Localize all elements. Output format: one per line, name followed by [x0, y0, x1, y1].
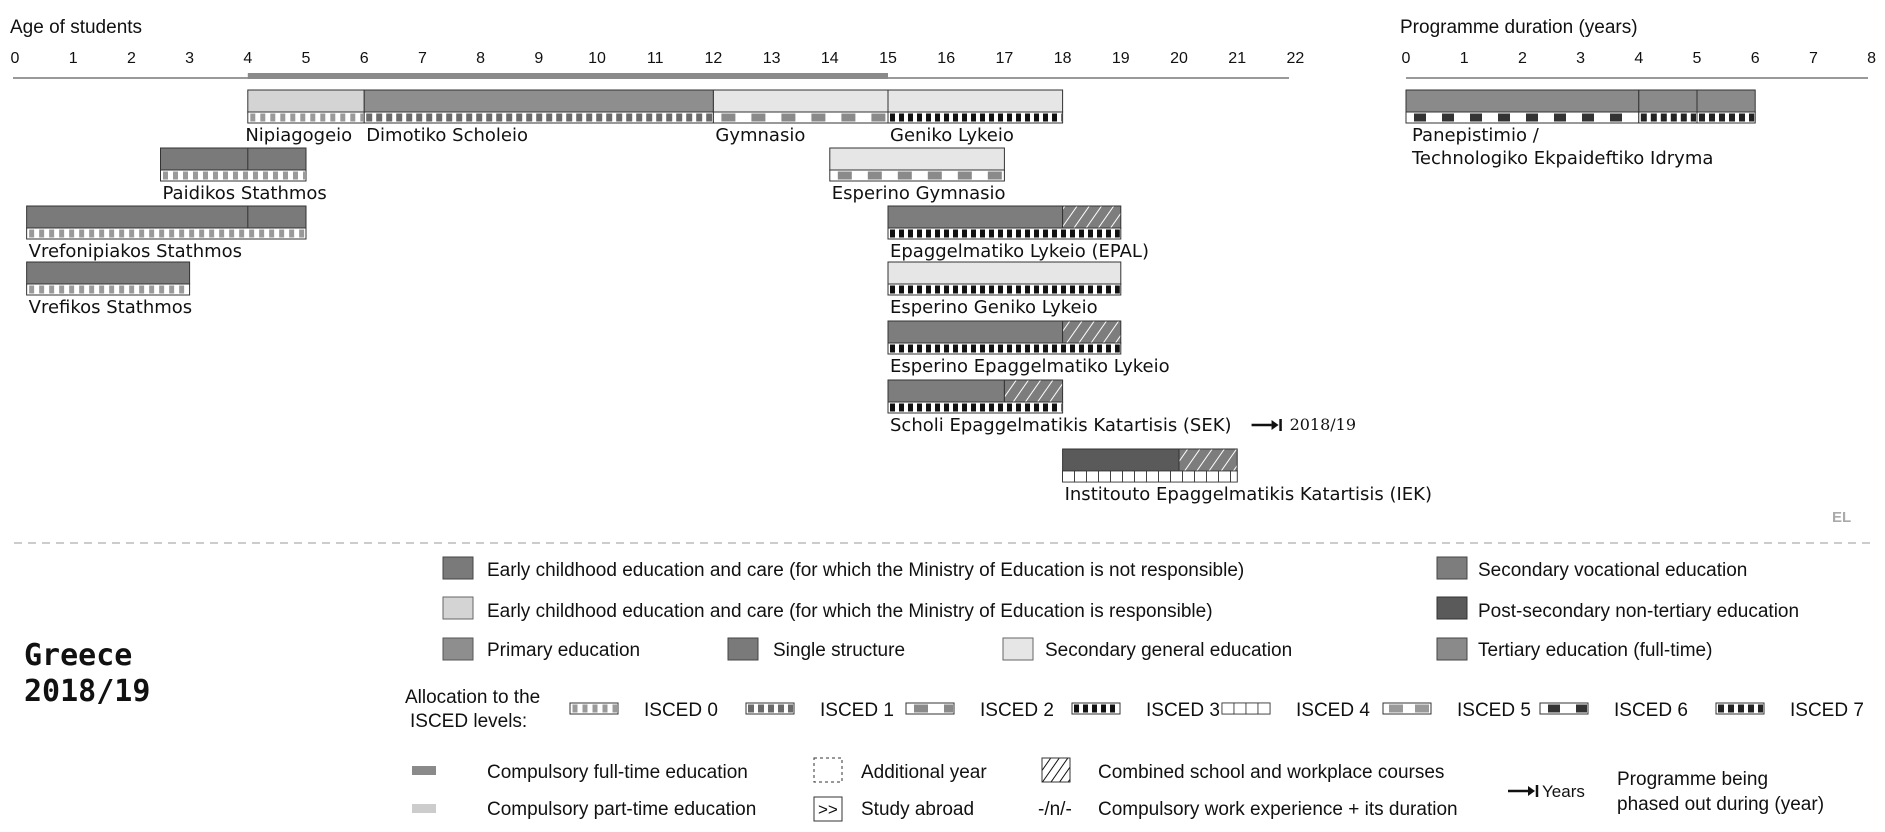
programme-bar — [888, 380, 1356, 436]
age-tick-label: 4 — [243, 50, 253, 67]
duration-tick-label: 5 — [1692, 50, 1702, 67]
legend-isced-label: ISCED 1 — [820, 700, 894, 721]
programme-bar — [27, 262, 193, 318]
legend-swatch-sec-vocational — [1437, 557, 1467, 579]
programme-label: Gymnasio — [715, 125, 806, 146]
programme-fill — [888, 380, 1004, 402]
programme-fill — [27, 206, 306, 228]
programme-isced-strip — [161, 170, 307, 181]
legend-years-symbol: Years — [1542, 782, 1585, 801]
legend-single-structure: Single structure — [773, 640, 906, 661]
legend-compulsory-ft: Compulsory full-time education — [487, 762, 748, 783]
age-tick-label: 17 — [995, 50, 1014, 67]
programme-bar — [888, 90, 1063, 146]
country-code-mark: EL — [1832, 509, 1852, 526]
programme-workplace-fill — [1179, 449, 1237, 471]
programme-label: Scholi Epaggelmatikis Katartisis (SEK) — [890, 415, 1232, 436]
legend-sec-general: Secondary general education — [1045, 640, 1293, 661]
arrow-bar-icon — [1508, 785, 1537, 797]
programme-fill — [888, 321, 1063, 343]
legend-isced-swatch — [746, 703, 794, 714]
programme-fill — [248, 90, 364, 112]
age-tick-label: 6 — [359, 50, 369, 67]
programme-label: Esperino Epaggelmatiko Lykeio — [890, 356, 1170, 377]
programme-bar — [713, 90, 888, 146]
legend-study-abroad: Study abroad — [861, 799, 975, 820]
legend-additional-year-symbol — [814, 758, 842, 782]
age-tick-label: 8 — [476, 50, 486, 67]
programme-fill — [27, 262, 190, 284]
programme-isced-strip — [888, 343, 1121, 354]
programme-bar — [27, 206, 306, 262]
legend-isced-swatch — [906, 703, 954, 714]
tertiary-segment — [1639, 90, 1697, 112]
legend-swatch-ecec-min — [443, 597, 473, 619]
programme-isced-strip — [27, 284, 190, 295]
age-tick-label: 3 — [185, 50, 195, 67]
programme-isced-strip — [888, 228, 1121, 239]
duration-axis-title: Programme duration (years) — [1400, 17, 1638, 38]
tertiary-isced-strip — [1406, 112, 1639, 123]
age-axis-title: Age of students — [10, 17, 143, 38]
programme-bar — [364, 90, 713, 146]
legend-phased-out-line1: Programme being — [1617, 769, 1769, 790]
duration-tick-label: 3 — [1576, 50, 1586, 67]
phase-out-arrow-icon — [1252, 419, 1281, 431]
programme-workplace-fill — [1063, 206, 1121, 228]
programme-label: Vrefonipiakos Stathmos — [28, 241, 243, 262]
programme-isced-strip — [888, 402, 1063, 413]
age-axis-ticks — [11, 50, 1305, 67]
legend-isced-label: ISCED 3 — [1146, 700, 1220, 721]
age-tick-label: 0 — [10, 50, 20, 67]
age-tick-label: 9 — [534, 50, 544, 67]
legend-isced-levels — [570, 700, 1864, 721]
legend-swatch-sec-general — [1003, 638, 1033, 660]
legend-swatch-tertiary — [1437, 638, 1467, 660]
programme-bar — [161, 148, 327, 204]
age-tick-label: 7 — [417, 50, 427, 67]
programme-isced-strip — [830, 170, 1005, 181]
age-tick-label: 19 — [1111, 50, 1130, 67]
legend-isced-label: ISCED 7 — [1790, 700, 1864, 721]
legend-study-abroad-symbol: >> — [818, 800, 838, 819]
programme-workplace-fill — [1004, 380, 1062, 402]
programme-bar — [1063, 449, 1432, 505]
legend-swatch-single-structure — [728, 638, 758, 660]
legend-allocation-line1: Allocation to the — [405, 687, 541, 708]
legend-swatch-compulsory-ft — [412, 766, 436, 775]
legend-work-experience: Compulsory work experience + its duration — [1098, 799, 1458, 820]
age-tick-label: 10 — [588, 50, 606, 67]
programme-fill — [888, 262, 1121, 284]
programme-label: Geniko Lykeio — [890, 125, 1014, 146]
legend-sec-vocational: Secondary vocational education — [1478, 560, 1748, 581]
legend-isced-swatch — [1716, 703, 1764, 714]
age-tick-label: 15 — [879, 50, 897, 67]
legend-swatch-post-secondary — [1437, 597, 1467, 619]
legend-ecec-not-min: Early childhood education and care (for which the Ministry of Education is not responsible) — [487, 560, 1245, 581]
legend-allocation-line2: ISCED levels: — [410, 711, 528, 732]
age-tick-label: 22 — [1286, 50, 1305, 67]
country-name: Greece — [24, 638, 133, 673]
tertiary-isced-strip — [1639, 112, 1697, 123]
duration-tick-label: 8 — [1867, 50, 1877, 67]
legend-isced-swatch — [1072, 703, 1120, 714]
legend-compulsory-pt: Compulsory part-time education — [487, 799, 757, 820]
duration-axis-ticks — [1402, 50, 1877, 67]
programme-label: Nipiagogeio — [245, 125, 353, 146]
age-tick-label: 13 — [762, 50, 781, 67]
age-tick-label: 21 — [1228, 50, 1247, 67]
legend-isced-label: ISCED 5 — [1457, 700, 1531, 721]
legend-isced-swatch — [1383, 703, 1431, 714]
tertiary-programme — [1406, 90, 1755, 169]
programme-label: Esperino Geniko Lykeio — [890, 297, 1098, 318]
age-tick-label: 20 — [1170, 50, 1188, 67]
programmes — [27, 90, 1432, 505]
programme-fill — [830, 148, 1005, 170]
legend-swatch-compulsory-pt — [412, 804, 436, 813]
legend-isced-label: ISCED 6 — [1614, 700, 1688, 721]
programme-label: Epaggelmatiko Lykeio (EPAL) — [890, 241, 1149, 262]
compulsory-full-time-bar — [248, 73, 888, 79]
legend-tertiary: Tertiary education (full-time) — [1478, 640, 1713, 661]
legend-ecec-min: Early childhood education and care (for which the Ministry of Education is responsible) — [487, 601, 1213, 622]
programme-bar — [830, 148, 1006, 204]
legend-isced-swatch — [570, 703, 618, 714]
legend-isced-label: ISCED 4 — [1296, 700, 1370, 721]
programme-label: Institouto Epaggelmatikis Katartisis (IEK) — [1064, 484, 1433, 505]
duration-tick-label: 2 — [1517, 50, 1527, 67]
legend-swatch-primary — [443, 638, 473, 660]
age-tick-label: 1 — [68, 50, 78, 67]
programme-fill — [888, 90, 1063, 112]
programme-isced-strip — [248, 112, 364, 123]
programme-isced-strip — [1063, 471, 1238, 482]
legend-work-experience-symbol: -/n/- — [1038, 799, 1072, 820]
age-tick-label: 16 — [937, 50, 956, 67]
age-tick-label: 2 — [126, 50, 136, 67]
age-tick-label: 18 — [1053, 50, 1072, 67]
programme-isced-strip — [364, 112, 713, 123]
programme-label: Dimotiko Scholeio — [366, 125, 529, 146]
programme-fill — [1063, 449, 1179, 471]
programme-bar — [888, 321, 1170, 377]
programme-fill — [888, 206, 1063, 228]
age-tick-label: 14 — [820, 50, 839, 67]
legend — [405, 557, 1864, 821]
programme-isced-strip — [888, 112, 1063, 123]
legend-primary: Primary education — [487, 640, 641, 661]
legend-phased-out-line2: phased out during (year) — [1617, 794, 1825, 815]
legend-combined: Combined school and workplace courses — [1098, 762, 1445, 783]
legend-post-secondary: Post-secondary non-tertiary education — [1478, 601, 1800, 622]
age-tick-label: 5 — [301, 50, 311, 67]
programme-fill — [161, 148, 307, 170]
programme-isced-strip — [888, 284, 1121, 295]
duration-tick-label: 7 — [1808, 50, 1818, 67]
programme-isced-strip — [27, 228, 306, 239]
legend-isced-swatch — [1540, 703, 1588, 714]
tertiary-isced-strip — [1697, 112, 1755, 123]
programme-label: Paidikos Stathmos — [162, 183, 327, 204]
programme-label: Vrefikos Stathmos — [28, 297, 193, 318]
programme-fill — [713, 90, 888, 112]
tertiary-segment — [1406, 90, 1639, 112]
duration-tick-label: 1 — [1459, 50, 1469, 67]
legend-combined-symbol — [1042, 758, 1070, 782]
age-tick-label: 11 — [646, 50, 664, 67]
programme-fill — [364, 90, 713, 112]
tertiary-label-line1: Panepistimio / — [1412, 125, 1539, 146]
programme-label: Esperino Gymnasio — [831, 183, 1006, 204]
duration-tick-label: 0 — [1401, 50, 1411, 67]
phase-out-year: 2018/19 — [1289, 415, 1357, 434]
programme-bar — [888, 206, 1149, 262]
legend-swatch-ecec-not-min — [443, 557, 473, 579]
tertiary-segment — [1697, 90, 1755, 112]
programme-isced-strip — [713, 112, 888, 123]
legend-isced-swatch — [1222, 703, 1270, 714]
legend-isced-label: ISCED 2 — [980, 700, 1054, 721]
legend-additional-year: Additional year — [861, 762, 987, 783]
age-tick-label: 12 — [704, 50, 723, 67]
programme-bar — [888, 262, 1121, 318]
programme-workplace-fill — [1063, 321, 1121, 343]
programme-bar — [245, 90, 364, 146]
tertiary-label-line2: Technologiko Ekpaideftiko Idryma — [1412, 148, 1714, 169]
legend-isced-label: ISCED 0 — [644, 700, 718, 721]
duration-tick-label: 6 — [1750, 50, 1760, 67]
country-year: 2018/19 — [24, 674, 151, 709]
duration-tick-label: 4 — [1634, 50, 1644, 67]
